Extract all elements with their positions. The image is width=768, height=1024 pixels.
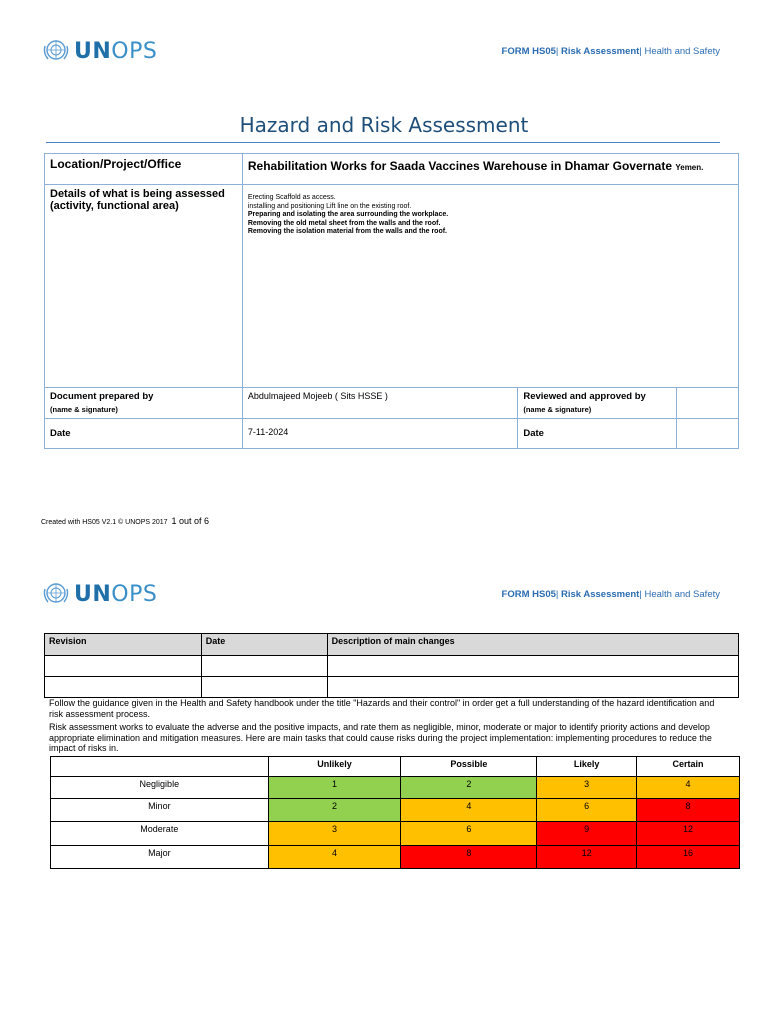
form-reference xyxy=(502,46,720,57)
form-separator: | xyxy=(555,46,562,57)
form-separator: | xyxy=(639,589,645,600)
date2-label: Date xyxy=(518,419,677,449)
form-separator: | xyxy=(555,589,562,600)
likelihood-header: Unlikely xyxy=(268,757,401,777)
likelihood-header: Possible xyxy=(401,757,537,777)
brand-bold: UN xyxy=(74,38,112,64)
location-label: Location/Project/Office xyxy=(45,154,243,185)
prepared-cell xyxy=(45,388,243,419)
activity-item: Removing the old metal sheet from the walls and the roof. xyxy=(247,219,441,227)
table-row xyxy=(51,822,740,846)
location-value xyxy=(242,154,738,185)
activity-item: Preparing and isolating the area surrounding the workplace. xyxy=(247,211,449,218)
risk-cell: 8 xyxy=(637,799,740,822)
risk-cell: 2 xyxy=(401,777,537,799)
unops-logo xyxy=(42,38,157,64)
form-type: Risk Assessment xyxy=(561,589,640,600)
title-rule xyxy=(46,142,720,143)
table-row xyxy=(51,846,740,869)
risk-cell: 6 xyxy=(537,799,637,822)
activity-item: Erecting Scaffold as access. xyxy=(247,194,336,201)
risk-cell: 2 xyxy=(268,799,401,822)
form-reference xyxy=(502,589,720,600)
revision-date-header: Date xyxy=(201,634,327,656)
guidance-paragraph: Follow the guidance given in the Health and Safety handbook under the title "Hazards and their control" in order get a full understanding of the hazard identification and risk assessment process. xyxy=(49,698,715,719)
activity-item: installing and positioning Lift line on the existing roof. xyxy=(247,202,412,210)
un-emblem-icon xyxy=(42,581,70,607)
form-type: Risk Assessment xyxy=(561,46,640,57)
page-number: 1 out of 6 xyxy=(171,516,209,526)
reviewed-sub: (name & signature) xyxy=(523,405,592,414)
date-value: 7-11-2024 xyxy=(242,419,517,449)
activity-item: Removing the isolation material from the walls and the roof. xyxy=(247,228,448,235)
table-row xyxy=(51,777,740,799)
risk-cell: 4 xyxy=(268,846,401,869)
unops-logo xyxy=(42,581,157,607)
date2-value xyxy=(677,419,739,449)
reviewed-cell xyxy=(518,388,677,419)
location-text: Rehabilitation Works for Saada Vaccines Warehouse in Dhamar Governate xyxy=(247,159,672,173)
assessment-info-table xyxy=(44,153,739,449)
risk-cell: 1 xyxy=(268,777,401,799)
brand-bold: UN xyxy=(74,581,112,607)
guidance-paragraph: Risk assessment works to evaluate the adverse and the positive impacts, and rate them as negligible, minor, moderate or major to identify priority actions and develop appropriate elimination and mitigation measures. Here are main tasks that could cause risks during the project implementation: implementing procedures to reduce the impact of risks in. xyxy=(49,722,712,753)
reviewed-value xyxy=(677,388,739,419)
table-row xyxy=(45,656,739,677)
severity-label: Negligible xyxy=(51,777,269,799)
severity-label: Moderate xyxy=(51,822,269,846)
page-title: Hazard and Risk Assessment xyxy=(239,113,529,137)
guidance-text xyxy=(49,698,729,754)
likelihood-header: Certain xyxy=(637,757,740,777)
date-label: Date xyxy=(45,419,243,449)
prepared-value: Abdulmajeed Mojeeb ( Sits HSSE ) xyxy=(242,388,517,419)
form-code: FORM HS05 xyxy=(501,46,556,57)
risk-cell: 9 xyxy=(537,822,637,846)
table-row xyxy=(45,677,739,698)
severity-label: Major xyxy=(51,846,269,869)
risk-cell: 12 xyxy=(537,846,637,869)
risk-cell: 3 xyxy=(268,822,401,846)
activity-list xyxy=(242,185,738,388)
risk-matrix-table xyxy=(50,756,740,869)
revision-table xyxy=(44,633,739,698)
risk-cell: 12 xyxy=(637,822,740,846)
form-area: Health and Safety xyxy=(644,589,720,600)
reviewed-label: Reviewed and approved by xyxy=(523,391,646,402)
table-row xyxy=(51,799,740,822)
revision-header: Revision xyxy=(45,634,202,656)
severity-label: Minor xyxy=(51,799,269,822)
prepared-label: Document prepared by xyxy=(50,391,154,402)
brand-light: OPS xyxy=(111,581,158,607)
form-area: Health and Safety xyxy=(644,46,720,57)
location-suffix: Yemen. xyxy=(675,163,704,172)
footer-created: Created with HS05 V2.1 © UNOPS 2017 xyxy=(41,519,168,526)
brand-light: OPS xyxy=(111,38,158,64)
revision-description-header: Description of main changes xyxy=(327,634,738,656)
likelihood-header: Likely xyxy=(537,757,637,777)
un-emblem-icon xyxy=(42,38,70,64)
page-footer xyxy=(41,516,209,526)
risk-cell: 3 xyxy=(537,777,637,799)
risk-cell: 4 xyxy=(637,777,740,799)
risk-cell: 8 xyxy=(401,846,537,869)
form-code: FORM HS05 xyxy=(501,589,556,600)
prepared-sub: (name & signature) xyxy=(50,405,118,414)
risk-cell: 6 xyxy=(401,822,537,846)
details-label: Details of what is being assessed (activity, functional area) xyxy=(45,185,243,388)
form-separator: | xyxy=(639,46,645,57)
risk-cell: 16 xyxy=(637,846,740,869)
risk-cell: 4 xyxy=(401,799,537,822)
matrix-corner xyxy=(51,757,269,777)
